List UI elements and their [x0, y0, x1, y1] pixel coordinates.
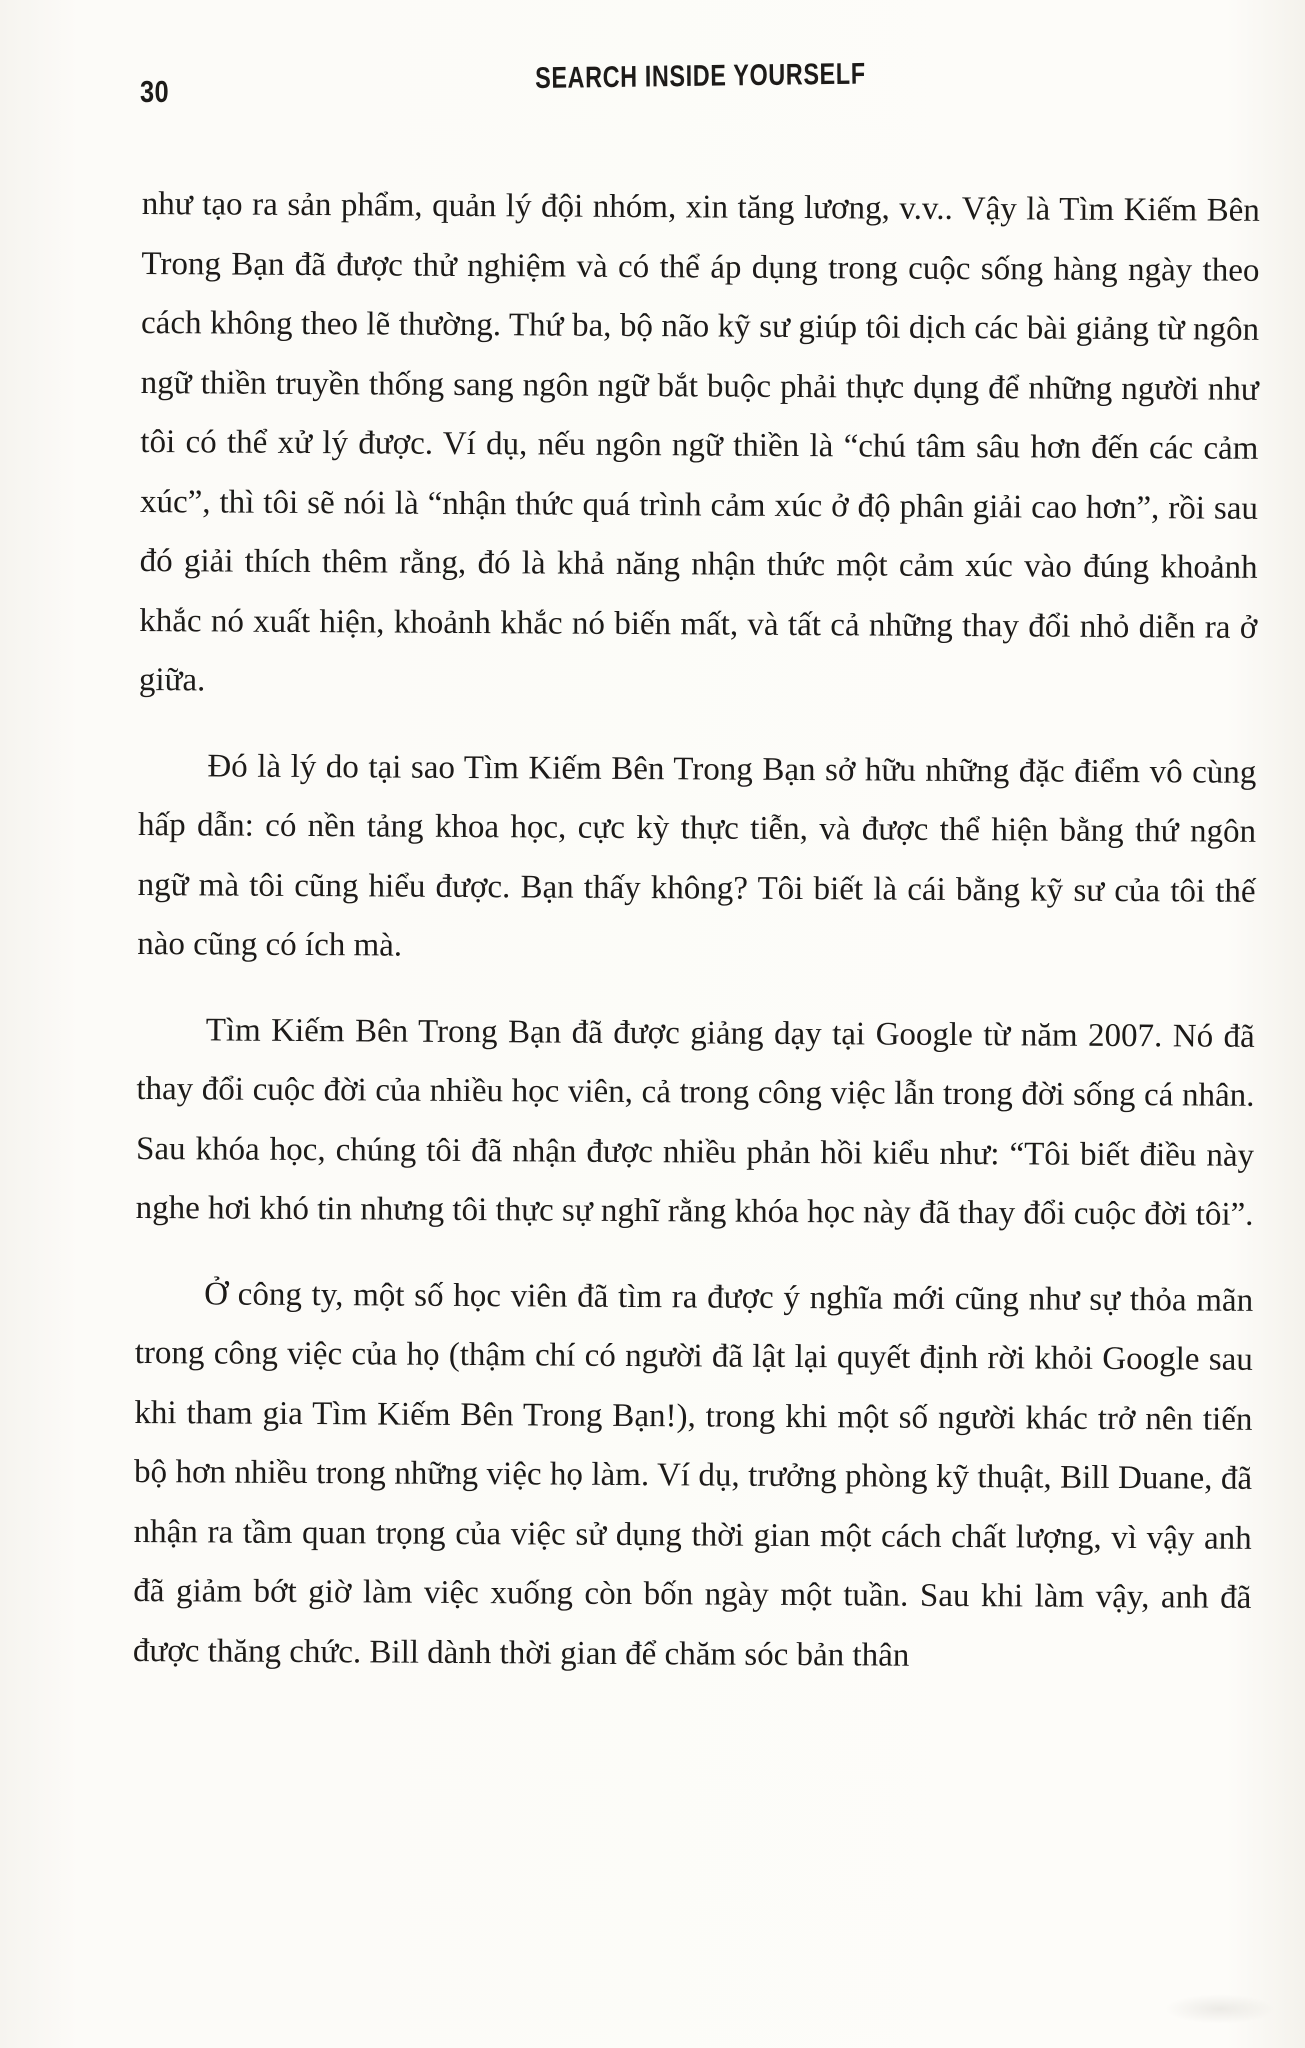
paragraph-4: Ở công ty, một số học viên đã tìm ra được ý nghĩa mới cũng như sự thỏa mãn trong công việc của họ (thậm chí có người đã lật lại quyết định rời khỏi Google sau khi tham gia Tìm Kiếm Bên Trong Bạn!), trong khi một số người khác trở nên tiến bộ hơn nhiều trong những việc họ làm. Ví dụ, trưởng phòng kỹ thuật, Bill Duane, đã nhận ra tầm quan trọng của việc sử dụng thời gian một cách chất lượng, vì vậy anh đã giảm bớt giờ làm việc xuống còn bốn ngày một tuần. Sau khi làm vậy, anh đã được thăng chức. Bill dành thời gian để chăm sóc bản thân	[132, 1275, 1254, 1674]
running-header-title: SEARCH INSIDE YOURSELF	[535, 57, 866, 95]
paragraph-3: Tìm Kiếm Bên Trong Bạn đã được giảng dạy tại Google từ năm 2007. Nó đã thay đổi cuộc đời của nhiều học viên, cả trong công việc lẫn trong đời sống cá nhân. Sau khóa học, chúng tôi đã nhận được nhiều phản hồi kiểu như: “Tôi biết điều này nghe hơi khó tin nhưng tôi thực sự nghĩ rằng khóa học này đã thay đổi cuộc đời tôi”.	[135, 1011, 1255, 1233]
page-smudge	[1165, 1994, 1275, 2024]
paragraph-2: Đó là lý do tại sao Tìm Kiếm Bên Trong Bạn sở hữu những đặc điểm vô cùng hấp dẫn: có nền tảng khoa học, cực kỳ thực tiễn, và được thể hiện bằng thứ ngôn ngữ mà tôi cũng hiểu được. Bạn thấy không? Tôi biết là cái bằng kỹ sư của tôi thế nào cũng có ích mà.	[137, 747, 1257, 964]
page-number: 30	[140, 74, 170, 109]
body-text	[133, 175, 1260, 1688]
paragraph-1: như tạo ra sản phẩm, quản lý đội nhóm, xin tăng lương, v.v.. Vậy là Tìm Kiếm Bên Trong Bạn đã được thử nghiệm và có thể áp dụng trong cuộc sống hàng ngày theo cách không theo lẽ thường. Thứ ba, bộ não kỹ sư giúp tôi dịch các bài giảng từ ngôn ngữ thiền truyền thống sang ngôn ngữ bắt buộc phải thực dụng để những người như tôi có thể xử lý được. Ví dụ, nếu ngôn ngữ thiền là “chú tâm sâu hơn đến các cảm xúc”, thì tôi sẽ nói là “nhận thức quá trình cảm xúc ở độ phân giải cao hơn”, rồi sau đó giải thích thêm rằng, đó là khả năng nhận thức một cảm xúc vào đúng khoảnh khắc nó xuất hiện, khoảnh khắc nó biến mất, và tất cả những thay đổi nhỏ diễn ra ở giữa.	[138, 185, 1260, 699]
